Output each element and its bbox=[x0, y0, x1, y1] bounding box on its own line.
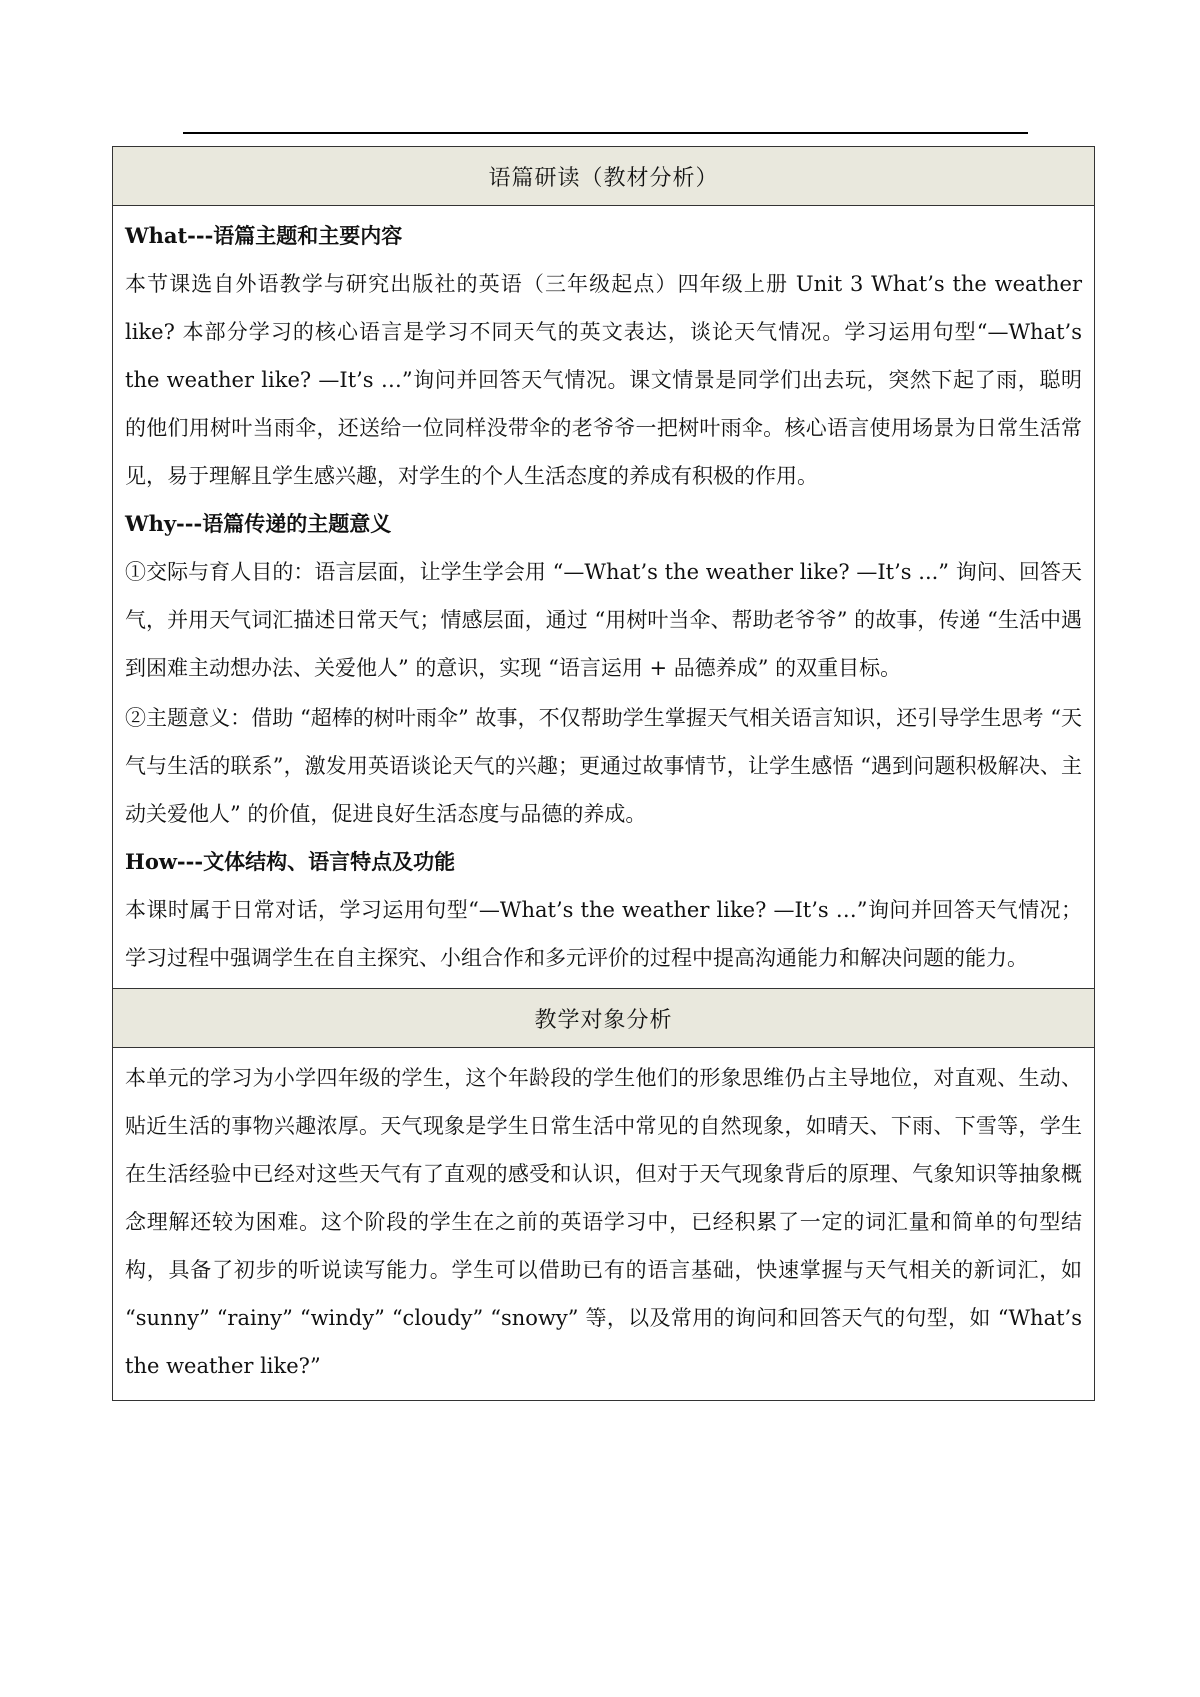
section-header-text-analysis bbox=[113, 147, 1094, 206]
top-divider-line bbox=[183, 132, 1028, 134]
section-header-student-analysis-label: 教学对象分析 bbox=[534, 1007, 673, 1033]
student-analysis-paragraph: 本单元的学习为小学四年级的学生，这个年龄段的学生他们的形象思维仍占主导地位，对直观、生动、贴近生活的事物兴趣浓厚。天气现象是学生日常生活中常见的自然现象，如晴天、下雨、下雪等，学生在生活经验中已经对这些天气有了直观的感受和认识，但对于天气现象背后的原理、气象知识等抽象概念理解还较为困难。这个阶段的学生在之前的英语学习中，已经积累了一定的词汇量和简单的句型结构，具备了初步的听说读写能力。学生可以借助已有的语言基础，快速掌握与天气相关的新词汇，如 “sunny” “rainy” “windy” “cloudy” “snowy” 等，以及常用的询问和回答天气的句型，如 “What’s the weather like?” bbox=[125, 1066, 1082, 1378]
how-heading: How---文体结构、语言特点及功能 bbox=[125, 849, 456, 874]
section-body-text-analysis bbox=[113, 206, 1094, 989]
section-header-text-analysis-label: 语篇研读（教材分析） bbox=[488, 165, 719, 191]
what-heading: What---语篇主题和主要内容 bbox=[125, 223, 403, 248]
why-point-1: ①交际与育人目的：语言层面，让学生学会用 “—What’s the weather like? —It’s ...” 询问、回答天气，并用天气词汇描述日常天气；情感层面，通过 “用树叶当伞、帮助老爷爷” 的故事，传递 “生活中遇到困难主动想办法、关爱他人” 的意识，实现 “语言运用 + 品德养成” 的双重目标。 bbox=[125, 560, 1082, 680]
how-paragraph: 本课时属于日常对话，学习运用句型“—What’s the weather like? —It’s …”询问并回答天气情况；学习过程中强调学生在自主探究、小组合作和多元评价的过程中提高沟通能力和解决问题的能力。 bbox=[125, 898, 1082, 970]
why-point-2: ②主题意义：借助 “超棒的树叶雨伞” 故事，不仅帮助学生掌握天气相关语言知识，还引导学生思考 “天气与生活的联系”，激发用英语谈论天气的兴趣；更通过故事情节，让学生感悟 “遇到问题积极解决、主动关爱他人” 的价值，促进良好生活态度与品德的养成。 bbox=[125, 706, 1082, 826]
what-paragraph: 本节课选自外语教学与研究出版社的英语（三年级起点）四年级上册 Unit 3 What’s the weather like? 本部分学习的核心语言是学习不同天气的英文表达，谈论天气情况。学习运用句型“—What’s the weather like? —It’s …”询问并回答天气情况。课文情景是同学们出去玩，突然下起了雨，聪明的他们用树叶当雨伞，还送给一位同样没带伞的老爷爷一把树叶雨伞。核心语言使用场景为日常生活常见，易于理解且学生感兴趣，对学生的个人生活态度的养成有积极的作用。 bbox=[125, 272, 1082, 488]
section-body-student-analysis bbox=[113, 1048, 1094, 1400]
why-heading: Why---语篇传递的主题意义 bbox=[125, 511, 392, 536]
lesson-plan-table bbox=[112, 146, 1095, 1401]
section-header-student-analysis bbox=[113, 989, 1094, 1048]
